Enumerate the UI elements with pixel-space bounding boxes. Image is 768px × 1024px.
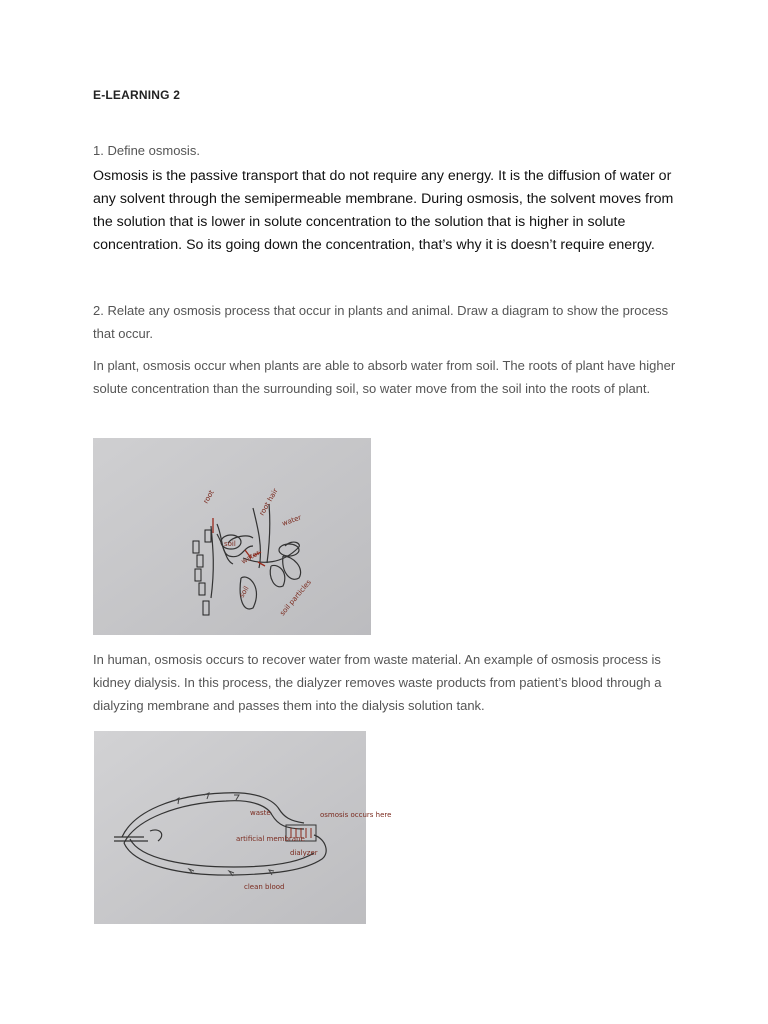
label-root-hair: root hair xyxy=(257,487,280,517)
label-soil-a: soil xyxy=(224,540,236,548)
human-paragraph: In human, osmosis occurs to recover water from waste material. An example of osmosis process is kidney dialysis. In this process, the dialyzer removes waste products from patient’s blood through a dialyzing membrane and passes them into the dialysis solution tank. xyxy=(93,652,662,714)
label-dialyzer: dialyzer xyxy=(290,849,318,857)
question-1: 1. Define osmosis. xyxy=(93,143,200,158)
label-artificial-membrane: artificial membrane xyxy=(236,835,305,843)
question-2: 2. Relate any osmosis process that occur in plants and animal. Draw a diagram to show the process that occur. xyxy=(93,303,669,341)
label-soil-b: soil xyxy=(237,584,251,599)
label-soil-particles: soil particles xyxy=(278,578,313,618)
answer-1: Osmosis is the passive transport that do not require any energy. It is the diffusion of water or any solvent through the semipermeable membrane. During osmosis, the solvent moves from the solution that is lower in solute concentration to the solution that is higher in solute concentration. So its going down the concentration, that’s why it is doesn’t require energy. xyxy=(93,168,674,253)
label-osmosis-occurs-here: osmosis occurs here xyxy=(320,811,392,819)
label-root: root xyxy=(201,488,216,505)
plant-diagram-drawing xyxy=(93,438,371,635)
label-clean-blood: clean blood xyxy=(244,883,285,891)
label-water-b: water xyxy=(240,548,262,566)
plant-osmosis-diagram-photo xyxy=(93,438,371,635)
document-title: E-LEARNING 2 xyxy=(93,88,181,102)
dialysis-diagram-drawing xyxy=(94,731,392,924)
plant-paragraph: In plant, osmosis occur when plants are able to absorb water from soil. The roots of plant have higher solute concentration than the surrounding soil, so water move from the soil into the roots of plant. xyxy=(93,358,676,397)
label-water: water xyxy=(280,513,303,528)
label-waste: waste xyxy=(250,809,271,817)
dialysis-diagram-photo xyxy=(94,731,392,924)
